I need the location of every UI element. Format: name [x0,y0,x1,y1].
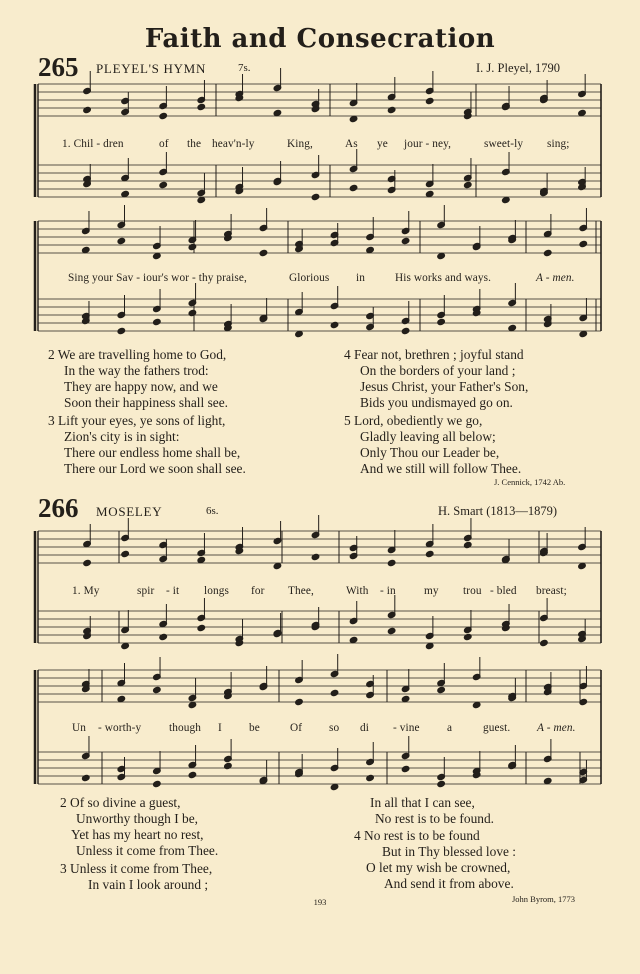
lyric-word: With [346,585,369,597]
lyric-word: di [360,722,369,734]
composer: I. J. Pleyel, 1790 [476,61,561,75]
hymn-number: 266 [38,493,79,523]
lyric-word: Glorious [289,272,330,284]
author-credit: J. Cennick, 1742 Ab. [494,477,566,487]
lyric-word: 1. Chil - dren [62,138,124,150]
lyric-word: my [424,585,439,597]
hymn-number: 265 [38,52,79,82]
lyric-word: Un [72,722,87,734]
lyric-word: A - men. [536,272,575,284]
verse-block: In all that I can see, No rest is to be found. [370,795,495,827]
composer: H. Smart (1813—1879) [438,504,558,518]
verse-block: 2 Of so divine a guest, Unworthy though I be, Yet has my heart no rest, Unless it come from Thee. [60,795,219,859]
lyric-word: for [251,585,265,597]
lyric-word: As [345,138,358,150]
meter: 6s. [206,505,219,517]
lyric-word: sing; [547,138,570,150]
lyric-word: breast; [536,585,567,597]
lyric-word: jour - ney, [404,138,452,150]
lyric-word: guest. [483,722,511,734]
verse-block: 5 Lord, obediently we go, Gladly leaving all below; Only Thou our Leader be, And we still will follow Thee. [344,413,522,477]
lyric-word: though [169,722,201,734]
lyric-word: Sing your Sav - iour's wor - thy praise, [68,272,247,284]
page-title: Faith and Consecration [144,24,496,54]
author-credit: John Byrom, 1773 [512,894,576,904]
lyric-word: 1. My [72,585,100,597]
verse-block: 2 We are travelling home to God, In the way the fathers trod: They are happy now, and we Soon their happiness shall see. [48,347,229,411]
lyric-word: - bled [490,585,517,597]
lyric-word: longs [204,585,229,597]
verse-block: 4 Fear not, brethren ; joyful stand On the borders of your land ; Jesus Christ, your Father's Son, Bids you undismayed go on. [344,347,529,411]
lyric-word: the [187,138,202,150]
lyric-word: - in [380,585,396,597]
tune-name: MOSELEY [96,504,163,519]
meter: 7s. [238,62,251,74]
lyric-word: His works and ways. [395,272,492,284]
lyric-word: of [159,138,169,150]
lyric-word: - vine [393,722,420,734]
verse-block: 3 Unless it come from Thee, In vain I look around ; [60,861,213,893]
lyric-word: King, [287,138,313,150]
lyric-word: Thee, [288,585,314,597]
lyric-word: - worth-y [98,722,142,734]
lyric-word: Of [290,722,303,734]
lyric-word: heav'n-ly [212,138,255,150]
lyric-word: I [218,722,222,734]
lyric-word: a [447,722,453,734]
lyric-word: ye [377,138,388,150]
lyric-word: spir [137,585,155,597]
lyric-word: in [356,272,365,284]
lyric-word: trou [463,585,482,597]
verse-block: 4 No rest is to be found But in Thy blessed love : O let my wish be crowned, And send it from above. [354,828,517,892]
page-number: 193 [313,897,327,907]
lyric-word: so [329,722,340,734]
tune-name: PLEYEL'S HYMN [96,61,207,76]
lyric-word: sweet-ly [484,138,524,150]
verse-block: 3 Lift your eyes, ye sons of light, Zion's city is in sight: There our endless home shall be, There our Lord we soon shall see. [48,413,246,477]
lyric-word: - it [166,585,180,597]
lyric-word: A - men. [537,722,576,734]
lyric-word: be [249,722,260,734]
